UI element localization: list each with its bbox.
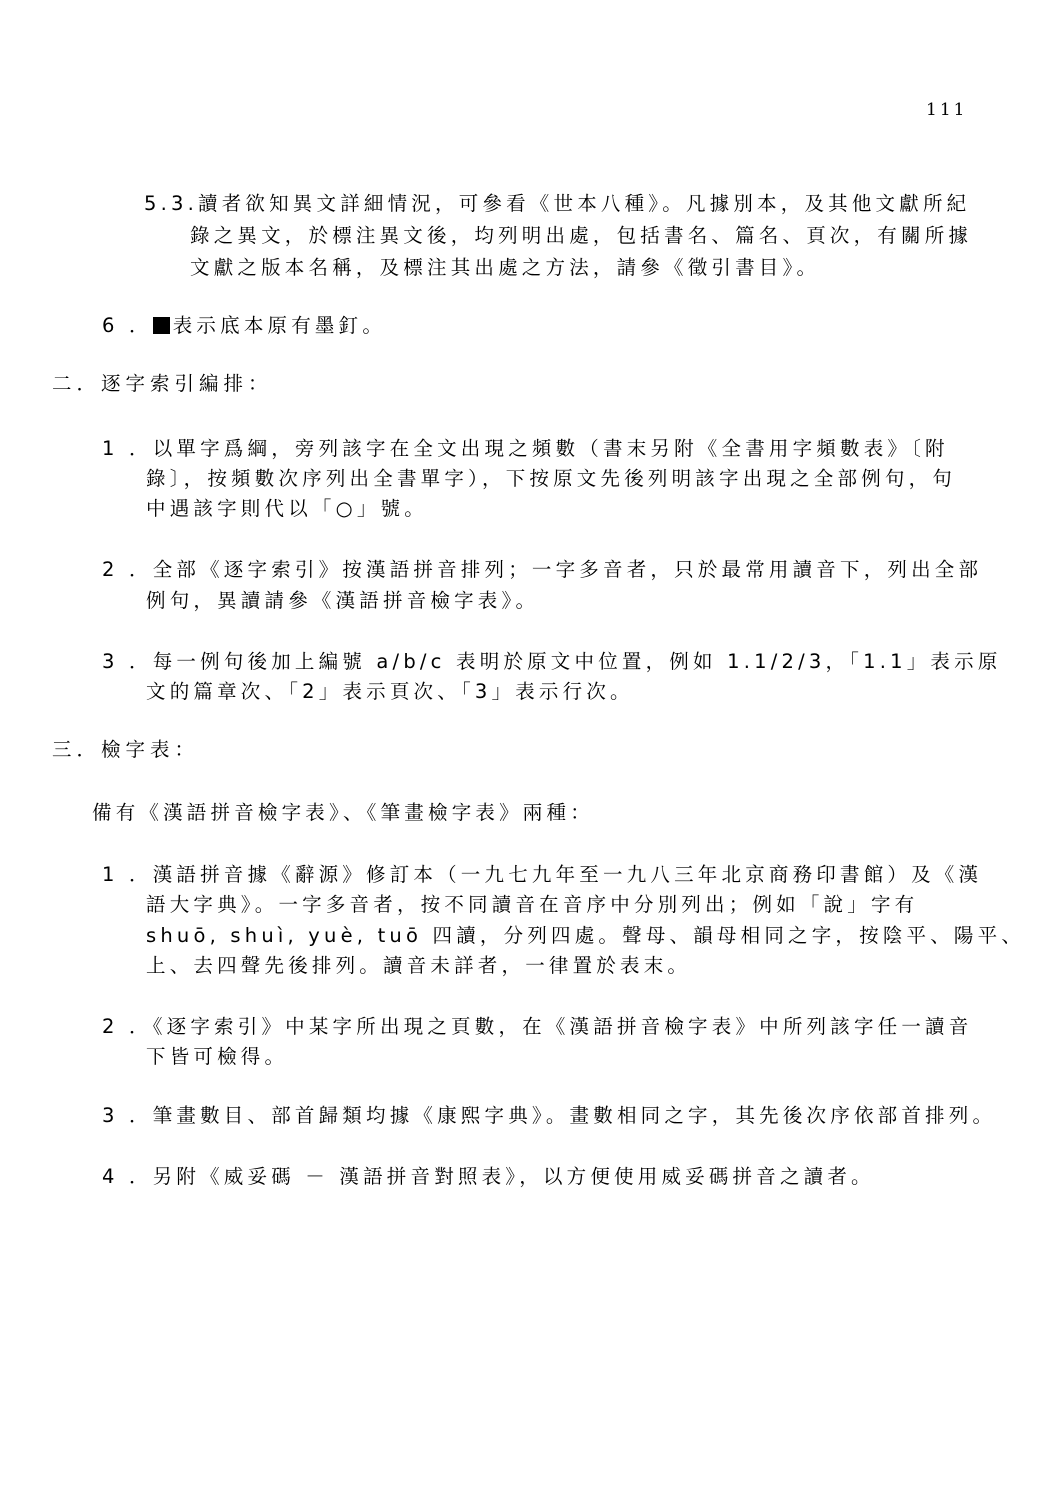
text-line: 中遇該字則代以「○」號。 <box>146 497 428 520</box>
item-number: 6 ． <box>102 314 153 337</box>
item-text: 表示底本原有墨釘。 <box>172 314 387 337</box>
text-line: 文的篇章次、「2」表示頁次、「3」表示行次。 <box>146 680 634 703</box>
text-line: 語大字典》。一字多音者，按不同讀音在音序中分別列出；例如「說」字有 <box>146 893 919 916</box>
text-line: shuō, shuì, yuè, tuō 四讀，分列四處。聲母、韻母相同之字，按陰平、陽平、 <box>146 924 1026 947</box>
text-line: 1 ．以單字爲綱，旁列該字在全文出現之頻數（書末另附《全書用字頻數表》〔附 <box>102 437 949 460</box>
text-line: 例句，異讀請參《漢語拼音檢字表》。 <box>146 589 540 612</box>
section-heading: 二．逐字索引編排： <box>52 372 273 395</box>
section-intro: 備有《漢語拼音檢字表》、《筆畫檢字表》兩種： <box>92 801 594 824</box>
item-6 <box>102 311 386 341</box>
text-line: 上、去四聲先後排列。讀音未詳者，一律置於表末。 <box>146 954 692 977</box>
text-line: 4 ．另附《威妥碼 － 漢語拼音對照表》，以方便使用威妥碼拼音之讀者。 <box>102 1165 875 1188</box>
text-line: 錄之異文，於標注異文後，均列明出處，包括書名、篇名、頁次，有關所據 <box>190 224 973 247</box>
text-line: 1 ．漢語拼音據《辭源》修訂本（一九七九年至一九八三年北京商務印書館）及《漢 <box>102 863 983 886</box>
text-line: 3 ．每一例句後加上編號 a/b/c 表明於原文中位置，例如 1.1/2/3，「1.1」表示原 <box>102 650 1002 673</box>
page-number: 111 <box>926 100 968 120</box>
black-square-icon <box>153 317 170 334</box>
section-heading: 三．檢字表： <box>52 738 200 761</box>
text-line: 2 ．《逐字索引》中某字所出現之頁數，在《漢語拼音檢字表》中所列該字任一讀音 <box>102 1015 973 1038</box>
text-line: 錄〕，按頻數次序列出全書單字），下按原文先後列明該字出現之全部例句，句 <box>146 467 957 490</box>
text-line: 2 ．全部《逐字索引》按漢語拼音排列；一字多音者，只於最常用讀音下，列出全部 <box>102 558 983 581</box>
text-line: 下皆可檢得。 <box>146 1045 289 1068</box>
text-line: 5.3.讀者欲知異文詳細情況，可參看《世本八種》。凡據別本，及其他文獻所紀 <box>144 192 971 215</box>
text-line: 文獻之版本名稱，及標注其出處之方法，請參《徵引書目》。 <box>190 256 821 279</box>
text-line: 3 ．筆畫數目、部首歸類均據《康熙字典》。畫數相同之字，其先後次序依部首排列。 <box>102 1104 997 1127</box>
